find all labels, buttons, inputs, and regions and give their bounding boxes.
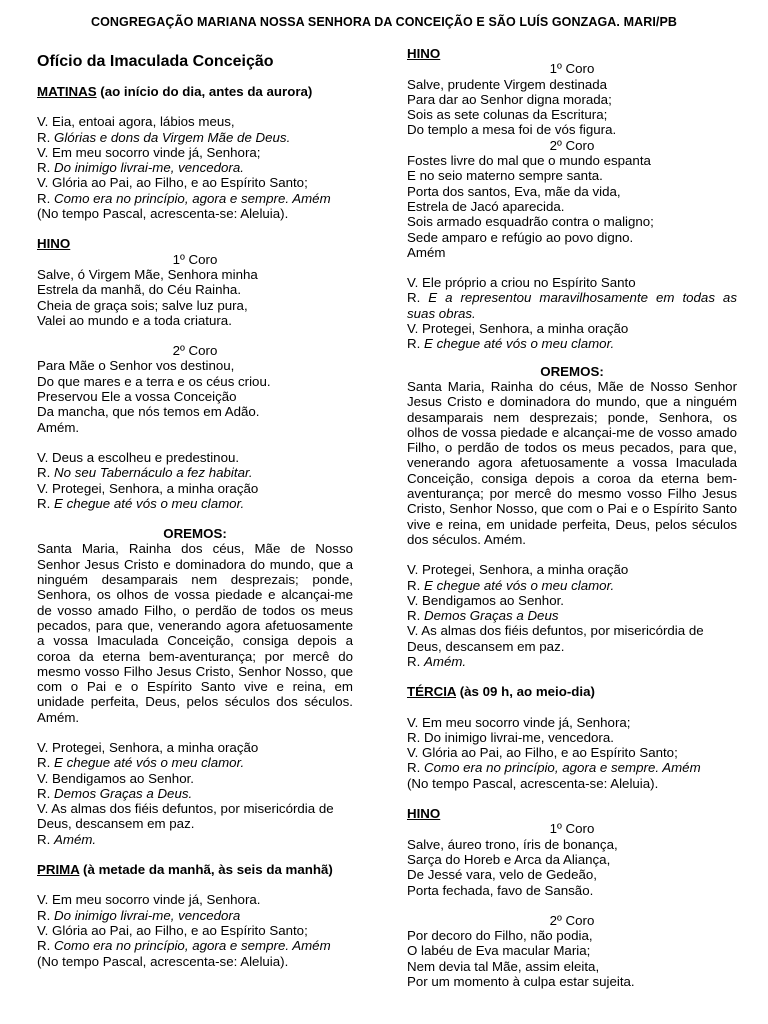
hymn-line: Fostes livre do mal que o mundo espanta <box>407 153 651 169</box>
section-prima-subtitle: (à metade da manhã, às seis da manhã) <box>79 862 333 878</box>
pascal-note: (No tempo Pascal, acrescenta-se: Aleluia). <box>37 206 289 222</box>
hino-heading: HINO <box>407 806 441 822</box>
coro-label: 2º Coro <box>549 912 595 928</box>
response: R. Como era no princípio, agora e sempre. Amém <box>37 938 331 954</box>
hymn-line: E no seio materno sempre santa. <box>407 168 603 184</box>
response: R. Do inimigo livrai-me, vencedora <box>37 907 241 923</box>
hymn-line: Para dar ao Senhor digna morada; <box>407 91 612 107</box>
hymn-line: Por decoro do Filho, não podia, <box>407 928 593 944</box>
versicle: V. Em meu socorro vinde já, Senhora; <box>407 714 631 730</box>
pascal-note: (No tempo Pascal, acrescenta-se: Aleluia). <box>407 775 659 791</box>
response: R. Demos Graças a Deus <box>407 608 559 624</box>
hymn-line: Salve, áureo trono, íris de bonança, <box>407 836 618 852</box>
versicle: V. Protegei, Senhora, a minha oração <box>37 739 259 755</box>
hymn-line: Amém. <box>37 419 80 435</box>
response: R. E chegue até vós o meu clamor. <box>407 577 615 593</box>
hymn-line: Porta dos santos, Eva, mãe da vida, <box>407 183 621 199</box>
section-prima-heading <box>37 862 353 877</box>
coro-label: 1º Coro <box>549 821 595 837</box>
hino-heading: HINO <box>407 46 441 61</box>
coro-label: 2º Coro <box>549 137 595 153</box>
section-prima-name: PRIMA <box>37 862 80 878</box>
hymn-line: Porta fechada, favo de Sansão. <box>407 882 594 898</box>
hymn-line: Estrela da manhã, do Céu Rainha. <box>37 282 242 298</box>
versicle: V. Protegei, Senhora, a minha oração <box>407 321 629 337</box>
oremos-prayer: Santa Maria, Rainha dos céus, Mãe de Nosso Senhor Jesus Cristo e dominadora do mundo, que a ninguém desamparais nem desprezais; ponde, Senhora, os olhos de vossa piedade e alcançai-me de vosso amado Filho, o perdão de todos os meus pecados, para que, venerando agora afetuosamente a vossa Imaculada Conceição, consiga depois a coroa da eterna bem-aventurança; por mercê do mesmo vosso Filho Jesus Cristo, Senhor Nosso, que com o Pai e o Espírito Santo vive e reina, em unidade perfeita, Deus, pelos séculos dos séculos. Amém. <box>37 541 353 725</box>
versicle: V. Bendigamos ao Senhor. <box>407 592 564 608</box>
response: R. E a representou maravilhosamente em todas as suas obras. <box>407 290 737 321</box>
section-tercia-heading <box>407 684 737 699</box>
hymn-line: Sede amparo e refúgio ao povo digno. <box>407 229 634 245</box>
hymn-line: Do que mares e a terra e os céus criou. <box>37 373 271 389</box>
response: R. Glórias e dons da Virgem Mãe de Deus. <box>37 129 291 145</box>
response: R. Amém. <box>37 831 97 847</box>
hymn-line: Nem devia tal Mãe, assim eleita, <box>407 958 600 974</box>
left-column <box>37 46 353 969</box>
oremos-heading: OREMOS: <box>163 526 227 542</box>
versicle: V. As almas dos fiéis defuntos, por misericórdia de Deus, descansem em paz. <box>407 623 704 654</box>
hymn-line: Preservou Ele a vossa Conceição <box>37 389 237 405</box>
hymn-line: O labéu de Eva macular Maria; <box>407 943 591 959</box>
response: R. Como era no princípio, agora e sempre. Amém <box>407 760 701 776</box>
response: R. Demos Graças a Deus. <box>37 785 193 801</box>
section-matinas-subtitle: (ao início do dia, antes da aurora) <box>96 84 313 99</box>
coro-label: 1º Coro <box>172 251 218 267</box>
response: R. Como era no princípio, agora e sempre. Amém <box>37 190 331 206</box>
hymn-line: Cheia de graça sois; salve luz pura, <box>37 297 248 313</box>
hymn-line: Salve, ó Virgem Mãe, Senhora minha <box>37 266 258 282</box>
section-tercia-name: TÉRCIA <box>407 684 456 700</box>
hymn-line: Estrela de Jacó aparecida. <box>407 198 565 214</box>
versicle: V. Em meu socorro vinde já, Senhora. <box>37 892 261 908</box>
oremos-prayer: Santa Maria, Rainha do céus, Mãe de Nosso Senhor Jesus Cristo e dominadora do mundo, que a ninguém desamparais nem desprezais; ponde, Senhora, os olhos de vossa piedade e alcançai-me de vosso amado Filho, o perdão de todos os meus pecados, para que, venerando agora afetuosamente a vossa Imaculada Conceição, consiga depois a coroa da eterna bem-aventurança; por mercê do mesmo vosso Filho Jesus Cristo, Senhor Nosso, que com o Pai e o Espírito Santo vive e reina, em unidade perfeita, Deus, pelos séculos dos séculos. Amém. <box>407 378 737 547</box>
hymn-line: De Jessé vara, velo de Gedeão, <box>407 867 597 883</box>
versicle: V. Bendigamos ao Senhor. <box>37 770 194 786</box>
versicle: V. Glória ao Pai, ao Filho, e ao Espírito Santo; <box>37 922 308 938</box>
versicle: V. Protegei, Senhora, a minha oração <box>37 480 259 496</box>
page-header: CONGREGAÇÃO MARIANA NOSSA SENHORA DA CONCEIÇÃO E SÃO LUÍS GONZAGA. MARI/PB <box>90 15 678 29</box>
response: R. E chegue até vós o meu clamor. <box>407 336 615 352</box>
right-column <box>407 46 737 989</box>
hymn-line: Valei ao mundo e a toda criatura. <box>37 312 232 328</box>
versicle: V. As almas dos fiéis defuntos, por misericórdia de Deus, descansem em paz. <box>37 801 334 832</box>
hymn-line: Salve, prudente Virgem destinada <box>407 76 608 92</box>
hymn-line: Para Mãe o Senhor vos destinou, <box>37 358 235 374</box>
hymn-line: Amém <box>407 244 446 260</box>
hymn-line: Sarça do Horeb e Arca da Aliança, <box>407 851 611 867</box>
response: R. Do inimigo livrai-me, vencedora. <box>407 729 614 745</box>
hymn-line: Do templo a mesa foi de vós figura. <box>407 122 617 138</box>
section-tercia-subtitle: (às 09 h, ao meio-dia) <box>456 684 595 700</box>
versicle: V. Protegei, Senhora, a minha oração <box>407 562 629 578</box>
response: R. E chegue até vós o meu clamor. <box>37 495 245 511</box>
versicle: V. Glória ao Pai, ao Filho, e ao Espírito Santo; <box>407 745 678 761</box>
coro-label: 1º Coro <box>549 61 595 77</box>
hymn-line: Por um momento à culpa estar sujeita. <box>407 974 635 990</box>
section-matinas-heading <box>37 84 353 99</box>
coro-label: 2º Coro <box>172 343 218 359</box>
pascal-note: (No tempo Pascal, acrescenta-se: Aleluia). <box>37 953 289 969</box>
response: R. Amém. <box>407 653 467 669</box>
response: R. Do inimigo livrai-me, vencedora. <box>37 160 244 176</box>
document-title: Ofício da Imaculada Conceição <box>37 53 274 70</box>
versicle: V. Em meu socorro vinde já, Senhora; <box>37 144 261 160</box>
hino-heading: HINO <box>37 236 71 252</box>
hymn-line: Sois as sete colunas da Escritura; <box>407 107 608 123</box>
versicle: V. Glória ao Pai, ao Filho, e ao Espírito Santo; <box>37 175 308 191</box>
hymn-line: Sois armado esquadrão contra o maligno; <box>407 214 654 230</box>
hymn-line: Da mancha, que nós temos em Adão. <box>37 404 260 420</box>
oremos-heading: OREMOS: <box>540 363 604 379</box>
response: R. E chegue até vós o meu clamor. <box>37 755 245 771</box>
versicle: V. Eia, entoai agora, lábios meus, <box>37 114 235 130</box>
versicle: V. Ele próprio a criou no Espírito Santo <box>407 275 636 291</box>
versicle: V. Deus a escolheu e predestinou. <box>37 449 240 465</box>
section-matinas-name: MATINAS <box>37 84 97 99</box>
response: R. No seu Tabernáculo a fez habitar. <box>37 465 253 481</box>
